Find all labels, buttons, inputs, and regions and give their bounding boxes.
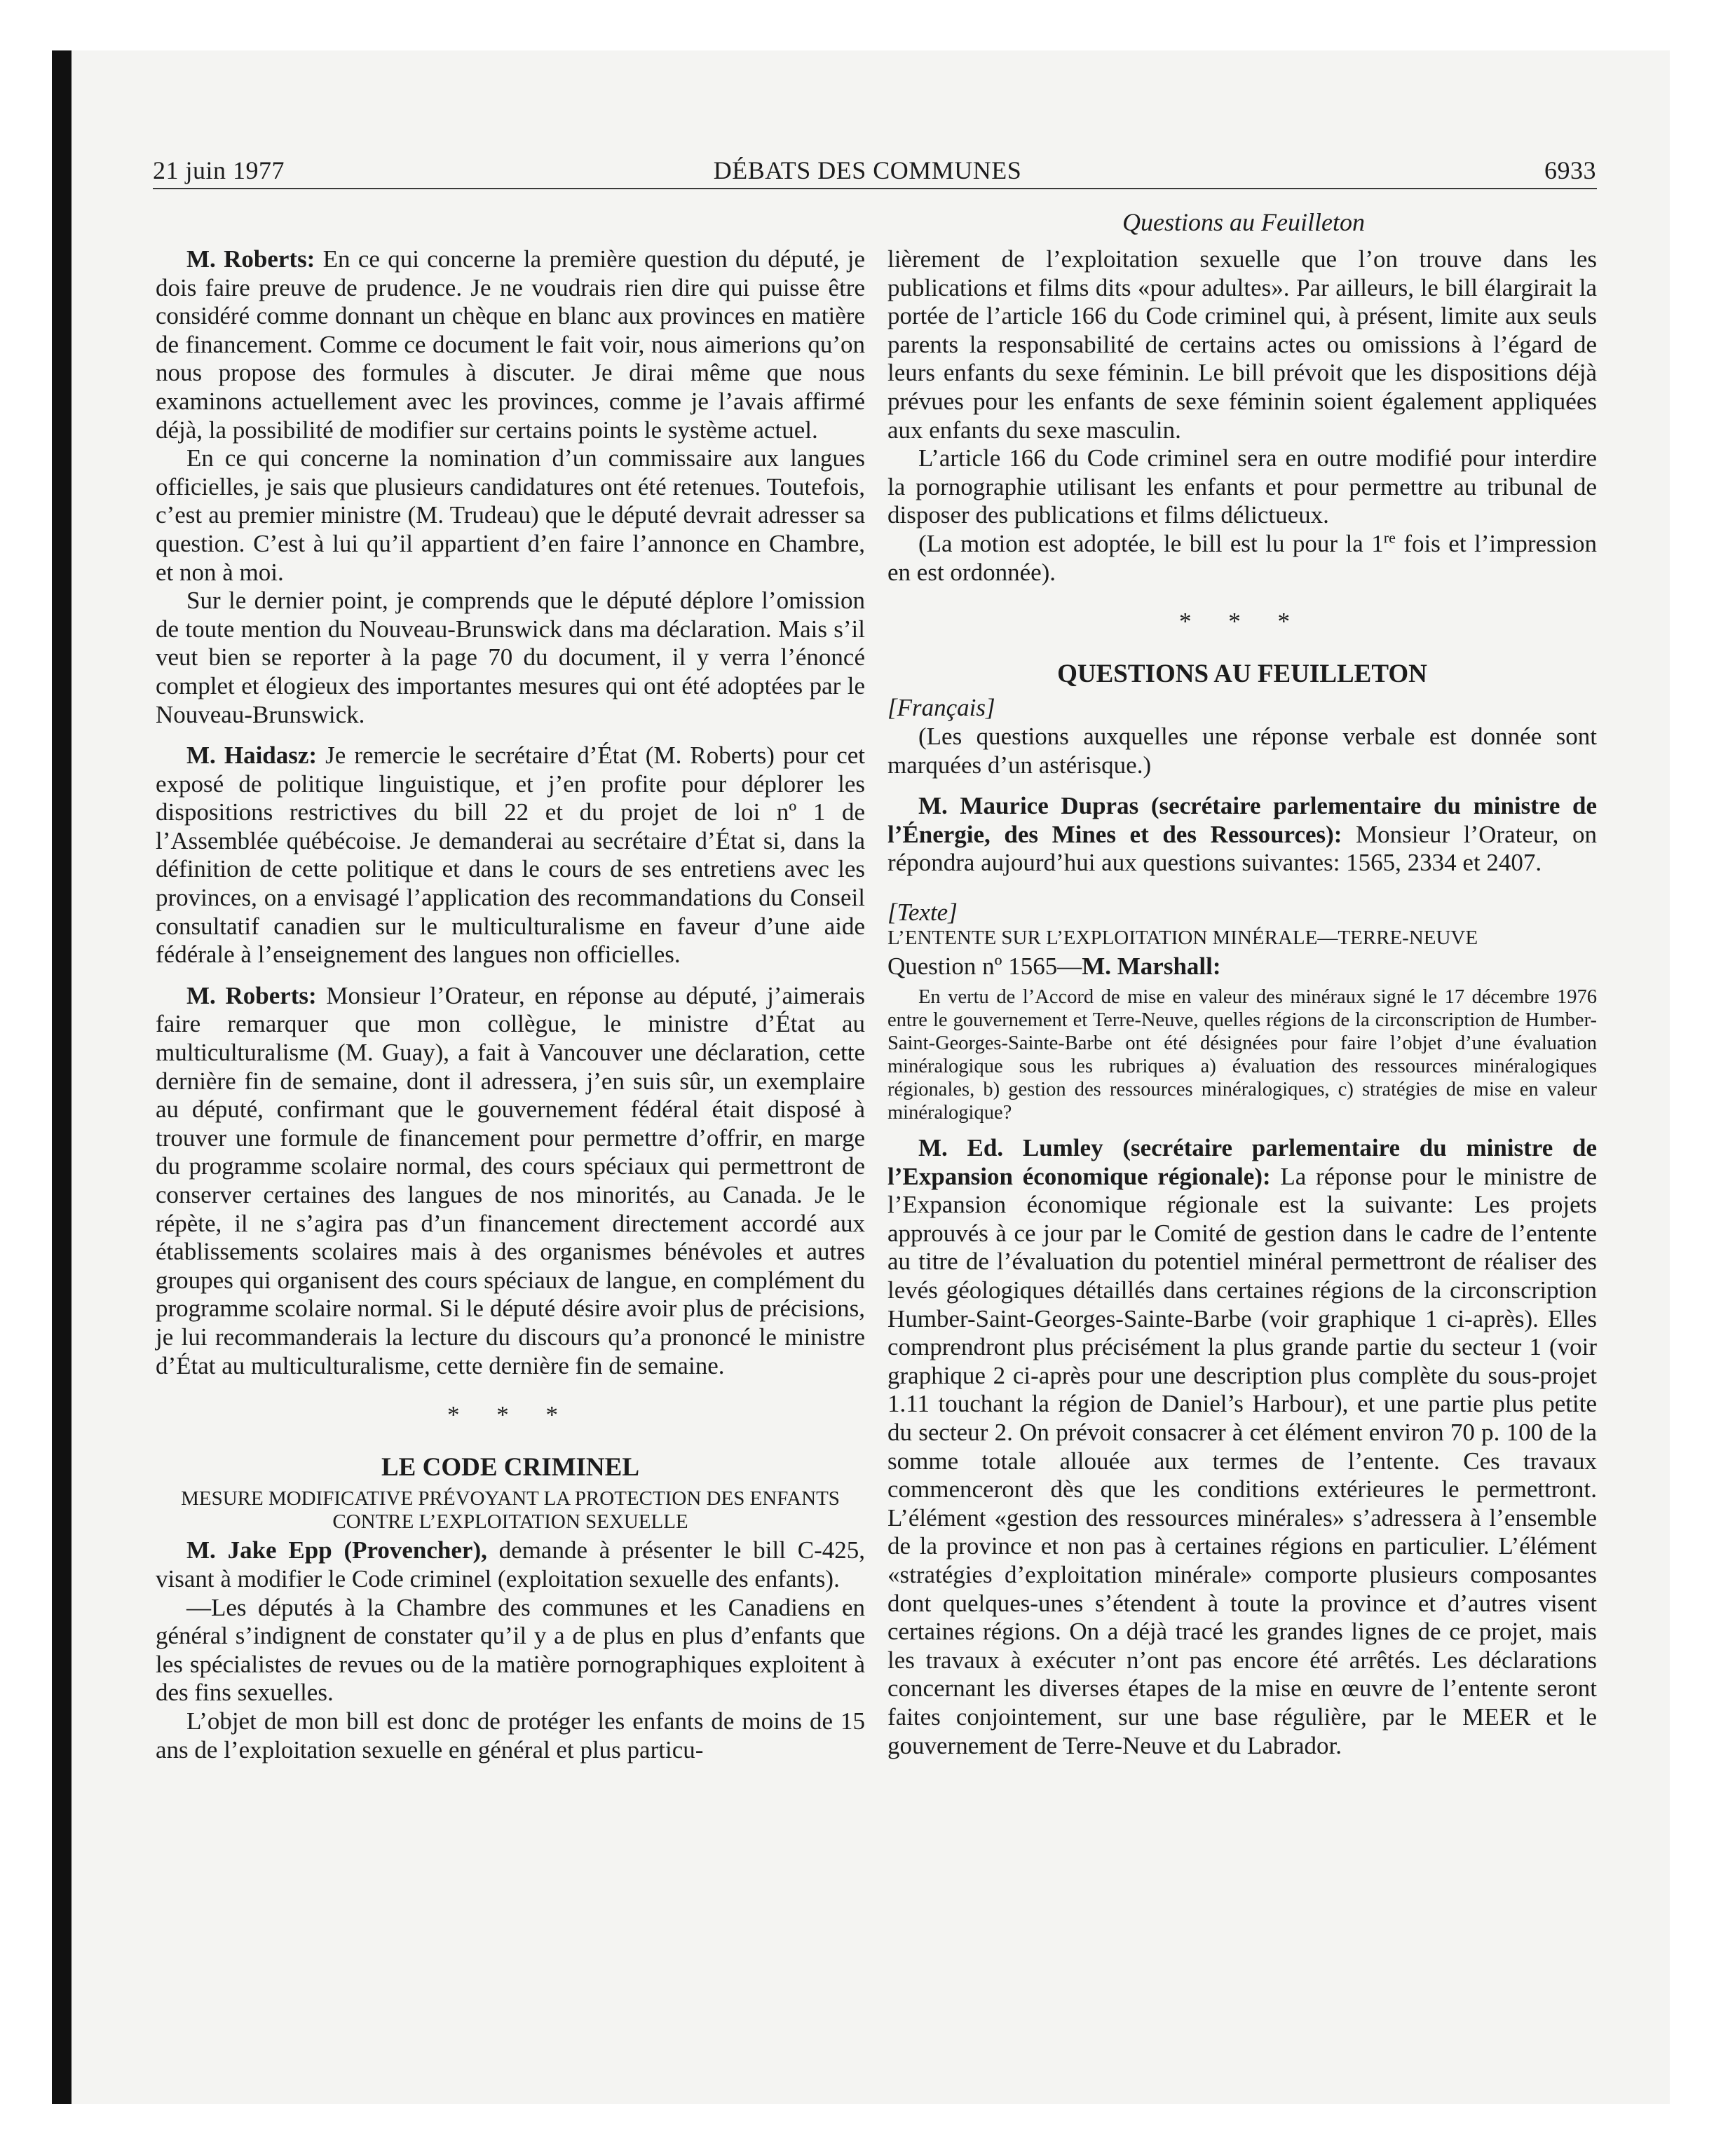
header-date: 21 juin 1977 bbox=[153, 156, 285, 184]
paragraph-text: fois et l’impression en est ordonnée). bbox=[887, 529, 1597, 586]
question-heading bbox=[887, 953, 1597, 981]
paragraph: L’objet de mon bill est donc de protéger les enfants de moins de 15 ans de l’exploitation sexuelle en général et plus particu- bbox=[156, 1707, 865, 1763]
paragraph-text: Monsieur l’Orateur, en réponse au député, j’aimerais faire remarquer que mon collègue, le ministre d’État au multiculturalisme (M. Guay), a fait à Vancouver une déclaration, cette dernière fin de semaine, dont il adressera, j’en suis sûr, un exemplaire au député, confirmant que le gouvernement fédéral était disposé à trouver une formule de financement pour permettre d’offrir, en marge du programme scolaire normal, des cours spéciaux qui permettront de conserver certaines des langues de nos minorités, au Canada. Je le répète, il ne s’agira pas d’un financement directement accordé aux établissements scolaires mais à des organismes bénévoles et autres groupes qui organisent des cours spéciaux de langue, en complément du programme scolaire normal. Si le député désire avoir plus de précisions, je lui recommanderais la lecture du discours qu’a prononcé le ministre d’État au multiculturalisme, cette dernière fin de semaine. bbox=[156, 981, 866, 1379]
superscript: re bbox=[1383, 528, 1396, 547]
scan-top-margin bbox=[0, 0, 1735, 50]
language-tag: [Français] bbox=[887, 694, 995, 722]
paragraph: lièrement de l’exploitation sexuelle que l’on trouve dans les publications et films dits «pour adultes». Par ailleurs, le bill élargirait la portée de l’article 166 du Code criminel qui, à présent, limite aux seuls parents la responsabilité de certains actes ou omissions à l’égard de leurs enfants du sexe féminin. Le bill prévoit que les dispositions déjà prévues pour les enfants de sexe féminin soient également appliquées aux enfants du sexe masculin. bbox=[887, 245, 1597, 444]
paragraph-text: En ce qui concerne la première question du député, je dois faire preuve de prudence. Je ne voudrais rien dire qui puisse être considéré comme donnant un chèque en blanc aux provinces en matière de financement. Comme ce document le fait voir, nous aimerions qu’on nous propose des formules à discuter. Je dirai même que nous examinons actuellement avec les provinces, comme je l’avais affirmé déjà, la possibilité de modifier sur certains points le système actuel. bbox=[156, 245, 865, 444]
paragraph-text: (La motion est adoptée, le bill est lu pour la 1 bbox=[918, 529, 1384, 557]
paragraph-text: demande à présenter le bill C-425, visant à modifier le Code criminel (exploitation sexuelle des enfants). bbox=[156, 1536, 865, 1592]
speaker-name: M. Jake Epp (Provencher), bbox=[186, 1536, 487, 1564]
paragraph-text: Monsieur l’Orateur, on répondra aujourd’hui aux questions suivantes: 1565, 2334 et 2407. bbox=[887, 820, 1598, 877]
speaker-name: M. Ed. Lumley (secrétaire parlementaire du ministre de l’Expansion économique régionale): bbox=[887, 1134, 1597, 1190]
scan-left-edge bbox=[52, 50, 72, 2104]
speaker-name: M. Roberts: bbox=[186, 245, 315, 273]
paragraph bbox=[156, 742, 865, 969]
question-text: En vertu de l’Accord de mise en valeur des minéraux signé le 17 décembre 1976 entre le gouvernement et Terre-Neuve, quelles régions de la circonscription de Humber-Saint-Georges-Sainte-Barbe ont été désignées pour faire l’objet d’une évaluation minéralogique sous les rubriques a) évaluation des ressources minéralogiques régionales, b) gestion des ressources minéralogiques, c) stratégies de mise en valeur minéralogique? bbox=[887, 986, 1597, 1124]
speaker-name: M. Marshall: bbox=[1082, 953, 1221, 981]
section-title: QUESTIONS AU FEUILLETON bbox=[1057, 659, 1427, 688]
speaker-name: M. Haidasz: bbox=[186, 742, 318, 770]
header-title: DÉBATS DES COMMUNES bbox=[713, 156, 1022, 184]
section-separator: * * * bbox=[447, 1401, 573, 1429]
header-page-number: 6933 bbox=[1544, 156, 1596, 184]
paragraph-text: La réponse pour le ministre de l’Expansion économique régionale est la suivante: Les projets approuvés à ce jour par le Comité de gestion dans le cadre de l’entente au titre de l’évaluation du potentiel minéral permettront de réaliser des levés géologiques détaillés dans certaines régions de la circonscription Humber-Saint-Georges-Sainte-Barbe (voir graphique 1 ci-après). Elles comprendront plus précisément la plus grande partie du secteur 1 (voir graphique 2 ci-après pour une description plus complète du sous-projet 1.11 touchant la région de Daniel’s Harbour), et une partie plus petite du secteur 2. On prévoit consacrer à cet élément environ 70 p. 100 de la somme totale allouée aux termes de l’entente. Ces travaux commenceront dès que les conditions extérieures le permettront. L’élément «gestion des ressources minérales» s’adressera à l’ensemble de la province et non pas à certaines régions en particulier. L’élément «stratégies d’exploitation minérale» comporte plusieurs composantes dont quelques-unes s’étendent à toute la province et d’autres visent certaines régions. On a déjà tracé les grandes lignes de ce projet, mais les travaux à exécuter n’ont pas encore été arrêtés. Les déclarations concernant les diverses étapes de la mise en œuvre de l’entente seront faites conjointement, sur une base régulière, par le MEER et le gouvernement de Terre-Neuve et du Labrador. bbox=[887, 1162, 1597, 1759]
language-tag: [Texte] bbox=[887, 898, 958, 926]
paragraph bbox=[156, 1536, 865, 1593]
section-title: LE CODE CRIMINEL bbox=[381, 1452, 639, 1482]
question-label: Question nº 1565— bbox=[887, 953, 1082, 981]
right-column bbox=[887, 245, 1597, 1760]
paragraph bbox=[887, 792, 1597, 878]
paragraph bbox=[156, 245, 865, 444]
speaker-name: M. Maurice Dupras (secrétaire parlementaire du ministre de l’Énergie, des Mines et des Ressources): bbox=[887, 792, 1597, 848]
section-separator: * * * bbox=[1179, 608, 1305, 636]
question-topic: L’ENTENTE SUR L’EXPLOITATION MINÉRALE—TERRE-NEUVE bbox=[887, 927, 1478, 950]
paragraph bbox=[887, 530, 1597, 587]
paragraph: —Les députés à la Chambre des communes et les Canadiens en général s’indignent de constater qu’il y a de plus en plus d’enfants que les spécialistes de revues ou de la matière pornographiques exploitent à des fins sexuelles. bbox=[156, 1593, 865, 1707]
paragraph bbox=[887, 1134, 1597, 1760]
paragraph: Sur le dernier point, je comprends que le député déplore l’omission de toute mention du Nouveau-Brunswick dans ma déclaration. Mais s’il veut bien se reporter à la page 70 du document, il y verra l’énoncé complet et élogieux des importantes mesures qui ont été adoptées par le Nouveau-Brunswick. bbox=[156, 587, 865, 728]
paragraph: En ce qui concerne la nomination d’un commissaire aux langues officielles, je sais que plusieurs candidatures ont été retenues. Toutefois, c’est au premier ministre (M. Trudeau) que le député devrait adresser sa question. C’est à lui qu’il appartient d’en faire l’annonce en Chambre, et non à moi. bbox=[156, 444, 865, 586]
paragraph-text: Je remercie le secrétaire d’État (M. Roberts) pour cet exposé de politique linguistique, et j’en profite pour déplorer les dispositions restrictives du bill 22 et du projet de loi nº 1 de l’Assemblée québécoise. Je demanderai au secrétaire d’État si, dans la définition de cette politique et dans le cours de ses entretiens avec les provinces, on a envisagé l’application des recommandations du Conseil consultatif canadien sur le multiculturalisme en faveur d’une aide fédérale à l’enseignement des langues non officielles. bbox=[156, 742, 865, 969]
header-subheading: Questions au Feuilleton bbox=[1122, 208, 1365, 236]
paragraph: (Les questions auxquelles une réponse verbale est donnée sont marquées d’un astérisque.) bbox=[887, 722, 1597, 779]
header-rule bbox=[153, 188, 1597, 189]
left-column bbox=[156, 245, 865, 1764]
paragraph bbox=[156, 982, 865, 1380]
paragraph: L’article 166 du Code criminel sera en outre modifié pour interdire la pornographie utilisant les enfants et pour permettre au tribunal de disposer des publications et films délictueux. bbox=[887, 444, 1597, 529]
speaker-name: M. Roberts: bbox=[186, 981, 317, 1009]
section-subtitle: MESURE MODIFICATIVE PRÉVOYANT LA PROTECTION DES ENFANTS CONTRE L’EXPLOITATION SEXUELLE bbox=[181, 1487, 840, 1534]
